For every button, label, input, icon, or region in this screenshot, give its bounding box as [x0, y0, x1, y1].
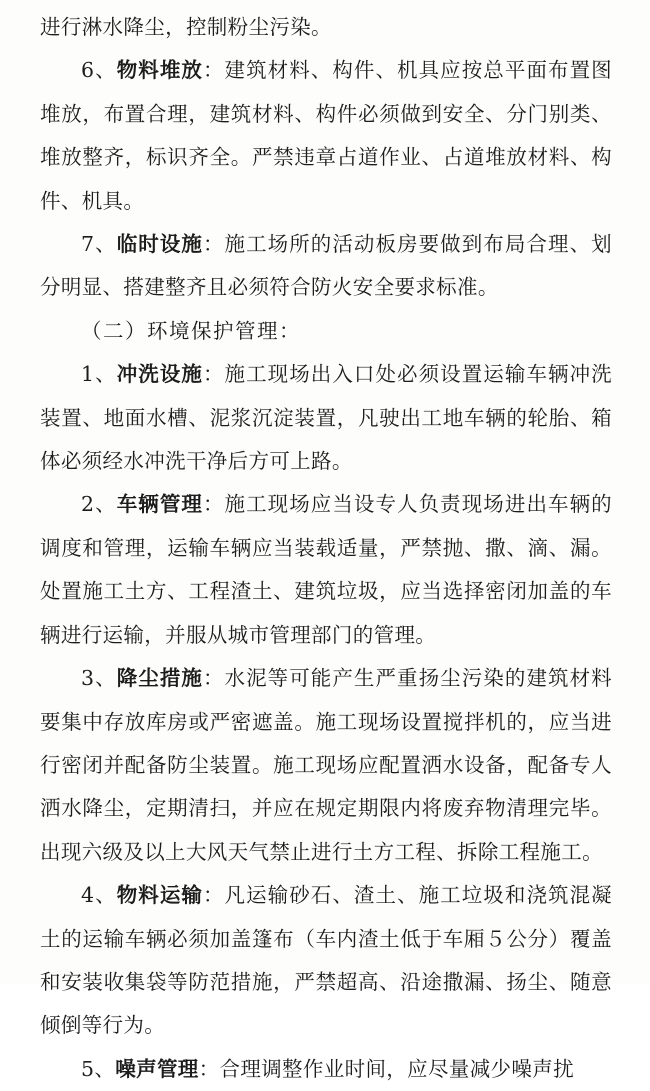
item-temporary-facilities — [40, 223, 612, 310]
item-term: 降尘措施 — [116, 666, 203, 691]
item-term: 冲洗设施 — [116, 362, 203, 387]
item-term: 噪声管理 — [115, 1056, 199, 1081]
item-body: ：凡运输砂石、渣土、施工垃圾和浇筑混凝土的运输车辆必须加盖篷布（车内渣土低于车厢５公分）覆盖和安装收集袋等防范措施，严禁超高、沿途撒漏、扬尘、随意倾倒等行为。 — [40, 883, 612, 1038]
section-heading-text: （二）环境保护管理： — [81, 318, 301, 343]
item-number: 4、 — [81, 883, 117, 908]
item-term: 临时设施 — [116, 232, 203, 257]
item-vehicle-management — [40, 483, 612, 657]
item-body: ：合理调整作业时间，应尽量减少噪声扰 — [198, 1056, 574, 1081]
item-body: ：施工现场应当设专人负责现场进出车辆的调度和管理，运输车辆应当装载适量，严禁抛、撒、滴、漏。处置施工土方、工程渣土、建筑垃圾，应当选择密闭加盖的车辆进行运输，并服从城市管理部门的管理。 — [40, 492, 612, 647]
item-number: 2、 — [81, 492, 117, 517]
item-number: 3、 — [81, 666, 117, 691]
item-number: 7、 — [81, 232, 117, 257]
item-term: 物料堆放 — [116, 58, 203, 83]
item-number: 6、 — [81, 58, 117, 83]
item-body: ：建筑材料、构件、机具应按总平面布置图堆放，布置合理，建筑材料、构件必须做到安全、分门别类、堆放整齐，标识齐全。严禁违章占道作业、占道堆放材料、构件、机具。 — [40, 58, 612, 213]
item-body: ：水泥等可能产生严重扬尘污染的建筑材料要集中存放库房或严密遮盖。施工现场设置搅拌机的，应当进行密闭并配备防尘装置。施工现场应配置洒水设备，配备专人洒水降尘，定期清扫，并应在规定期限内将废弃物清理完毕。出现六级及以上大风天气禁止进行土方工程、拆除工程施工。 — [40, 666, 612, 864]
item-noise-management — [40, 1048, 612, 1091]
intro-text: 进行淋水降尘，控制粉尘污染。 — [40, 15, 332, 39]
item-term: 物料运输 — [116, 883, 203, 908]
section-heading — [40, 310, 612, 353]
item-dust-control — [40, 657, 612, 874]
item-number: 1、 — [81, 362, 117, 387]
item-material-stacking — [40, 49, 612, 223]
document-body — [40, 6, 612, 1091]
item-term: 车辆管理 — [116, 492, 203, 517]
item-body: ：施工现场出入口处必须设置运输车辆冲洗装置、地面水槽、泥浆沉淀装置，凡驶出工地车辆的轮胎、箱体必须经水冲洗干净后方可上路。 — [40, 362, 612, 474]
intro-paragraph — [40, 6, 612, 49]
item-body: ：施工场所的活动板房要做到布局合理、划分明显、搭建整齐且必须符合防火安全要求标准。 — [40, 232, 612, 300]
item-number: 5、 — [81, 1056, 116, 1081]
item-material-transport — [40, 874, 612, 1048]
item-washing-facilities — [40, 353, 612, 483]
